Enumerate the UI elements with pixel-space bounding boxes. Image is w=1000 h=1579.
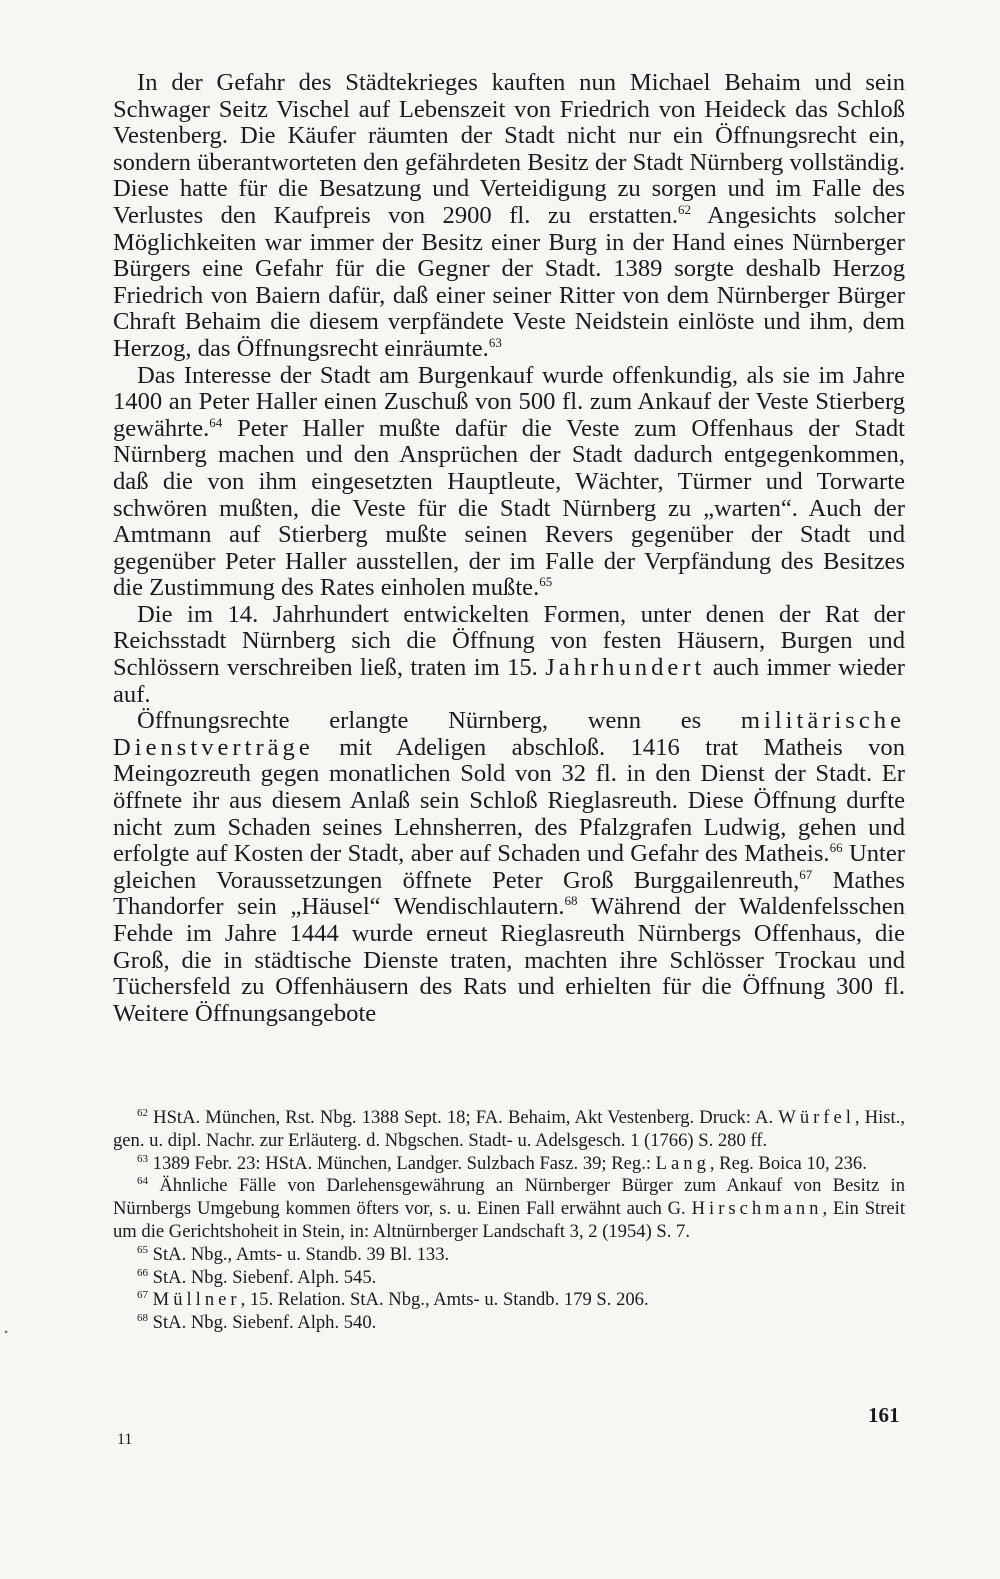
- page-number: 161: [868, 1403, 900, 1427]
- footnote-ref: 64: [137, 1175, 148, 1188]
- footnote-ref: 67: [799, 866, 813, 882]
- footnote-ref: 62: [678, 201, 692, 217]
- footnote-ref: 62: [137, 1107, 148, 1119]
- footnotes: [113, 1107, 905, 1335]
- footnote-64: $^{64}$ Ähnliche Fälle von Darlehensgewährung an Nürnberger Bürger zum Ankauf von Besitz in Nürnbergs Umgebung kommen öfters vor, s. u. Einen Fall erwähnt auch G. Hirschmann, Ein Streit um die Gerichtshoheit in Stein, in: Altnürnberger Landschaft 3, 2 (1954) S. 7.: [113, 1175, 905, 1242]
- sheet-signature: 11: [117, 1431, 133, 1448]
- paragraph-3: Die im 14. Jahrhundert entwickelten Formen, unter denen der Rat der Reichsstadt Nürnberg sich die Öffnung von festen Häusern, Burgen und Schlössern verschreiben ließ, traten im 15. Jahrhundert auch immer wieder auf.: [113, 600, 905, 708]
- footnote-ref: 66: [137, 1266, 148, 1279]
- spaced-emphasis: Jahrhundert: [545, 654, 706, 682]
- footnote-ref: 66: [829, 840, 843, 856]
- footnote-ref: 67: [137, 1289, 148, 1302]
- footnote-65: $^{65}$ StA. Nbg., Amts- u. Standb. 39 Bl. 133.: [137, 1243, 450, 1265]
- footnote-63: $^{63}$ 1389 Febr. 23: HStA. München, Landger. Sulzbach Fasz. 39; Reg.: Lang, Reg. Boica 10, 236.: [137, 1152, 867, 1174]
- paragraph-4: Öffnungsrechte erlangte Nürnberg, wenn es militärische Dienstverträge mit Adeligen abschloß. 1416 trat Matheis von Meingozreuth gegen monatlichen Sold von 32 fl. in den Dienst der Stadt. Er öffnete ihr aus diesem Anlaß sein Schloß Rieglasreuth. Diese Öffnung durfte nicht zum Schaden seines Lehnsherren, des Pfalzgrafen Ludwig, gehen und erfolgte auf Kosten der Stadt, aber auf Schaden und Gefahr des Matheis.$^{66}$ Unter gleichen Voraussetzungen öffnete Peter Groß Burggailenreuth,$^{67}$ Mathes Thandorfer sein „Häusel“ Wendischlautern.$^{68}$ Während der Waldenfelsschen Fehde im Jahre 1444 wurde erneut Rieglasreuth Nürnbergs Offenhaus, die Groß, die in städtische Dienste traten, machten ihre Schlösser Trockau und Tüchersfeld zu Offenhäusern des Rats und erhielten für die Öffnung 300 fl. Weitere Öffnungsangebote: [113, 707, 905, 1027]
- print-speck: •: [4, 1325, 9, 1339]
- paragraph-2: Das Interesse der Stadt am Burgenkauf wurde offenkundig, als sie im Jahre 1400 an Peter Haller einen Zuschuß von 500 fl. zum Ankauf der Veste Stierberg gewährte.$^{64}$ Peter Haller mußte dafür die Veste zum Offenhaus der Stadt Nürnberg machen und den Ansprüchen der Stadt dadurch entgegenkommen, daß die von ihm eingesetzten Hauptleute, Wächter, Türmer und Torwarte schwören mußten, die Veste für die Stadt Nürnberg zu „warten“. Auch der Amtmann auf Stierberg mußte seinen Revers gegenüber der Stadt und gegenüber Peter Haller ausstellen, der im Falle der Verpfändung des Besitzes die Zustimmung des Rates einholen mußte.$^{65}$: [113, 361, 905, 602]
- footnote-ref: 65: [539, 574, 553, 590]
- spaced-emphasis: militärische Dienstverträge: [113, 707, 905, 761]
- footnote-ref: 68: [137, 1312, 148, 1325]
- footnote-68: $^{68}$ StA. Nbg. Siebenf. Alph. 540.: [137, 1312, 377, 1334]
- footnote-ref: 64: [209, 414, 223, 430]
- spaced-emphasis: Hirschmann: [691, 1198, 823, 1220]
- footnote-ref: 63: [488, 334, 502, 350]
- footnote-67: $^{67}$ Müllner, 15. Relation. StA. Nbg., Amts- u. Standb. 179 S. 206.: [137, 1289, 649, 1311]
- spaced-emphasis: Würfel: [778, 1107, 855, 1128]
- footnote-ref: 68: [564, 893, 578, 909]
- footnote-ref: 65: [137, 1243, 148, 1256]
- spaced-emphasis: Lang: [655, 1152, 710, 1174]
- footnote-62: $^{62}$ HStA. München, Rst. Nbg. 1388 Sept. 18; FA. Behaim, Akt Vestenberg. Druck: A. Würfel, Hist., gen. u. dipl. Nachr. zur Erläuterg. d. Nbgschen. Stadt- u. Adelsgesch. 1 (1766) S. 280 ff.: [113, 1107, 906, 1151]
- spaced-emphasis: Müllner: [152, 1289, 241, 1311]
- paragraph-1: In der Gefahr des Städtekrieges kauften nun Michael Behaim und sein Schwager Seitz Vischel auf Lebenszeit von Friedrich von Heideck das Schloß Vestenberg. Die Käufer räumten der Stadt nicht nur ein Öffnungsrecht ein, sondern überantworteten den gefährdeten Besitz der Stadt Nürnberg vollständig. Diese hatte für die Besatzung und Verteidigung zu sorgen und im Falle des Verlustes den Kaufpreis von 2900 fl. zu erstatten.$^{62}$ Angesichts solcher Möglichkeiten war immer der Besitz einer Burg in der Hand eines Nürnberger Bürgers eine Gefahr für die Gegner der Stadt. 1389 sorgte deshalb Herzog Friedrich von Baiern dafür, daß einer seiner Ritter von dem Nürnberger Bürger Chraft Behaim die diesem verpfändete Veste Neidstein einlöste und ihm, dem Herzog, das Öffnungsrecht einräumte.$^{63}$: [113, 69, 905, 362]
- footnote-66: $^{66}$ StA. Nbg. Siebenf. Alph. 545.: [137, 1266, 377, 1288]
- body-text: [113, 70, 905, 1027]
- footnote-ref: 63: [137, 1152, 148, 1165]
